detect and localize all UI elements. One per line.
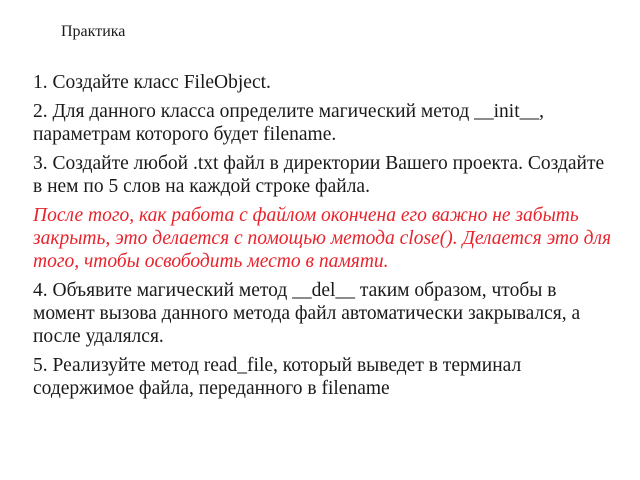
- task-item-3: 3. Создайте любой .txt файл в директории Вашего проекта. Создайте в нем по 5 слов на каждой строке файла.: [33, 153, 605, 197]
- task-list: [33, 71, 618, 406]
- task-item-4: 4. Объявите магический метод __del__ таким образом, чтобы в момент вызова данного метода файл автоматически закрывался, а после удалялся.: [33, 280, 581, 347]
- task-item-5: 5. Реализуйте метод read_file, который выведет в терминал содержимое файла, переданного в filename: [33, 355, 522, 399]
- close-file-note: После того, как работа с файлом окончена его важно не забыть закрыть, это делается с помощью метода close(). Делается это для того, чтобы освободить место в памяти.: [33, 205, 612, 272]
- slide-title: Практика: [61, 23, 126, 40]
- task-item-2: 2. Для данного класса определите магический метод __init__, параметрам которого будет filename.: [33, 101, 545, 145]
- task-item-1: 1. Создайте класс FileObject.: [33, 72, 271, 93]
